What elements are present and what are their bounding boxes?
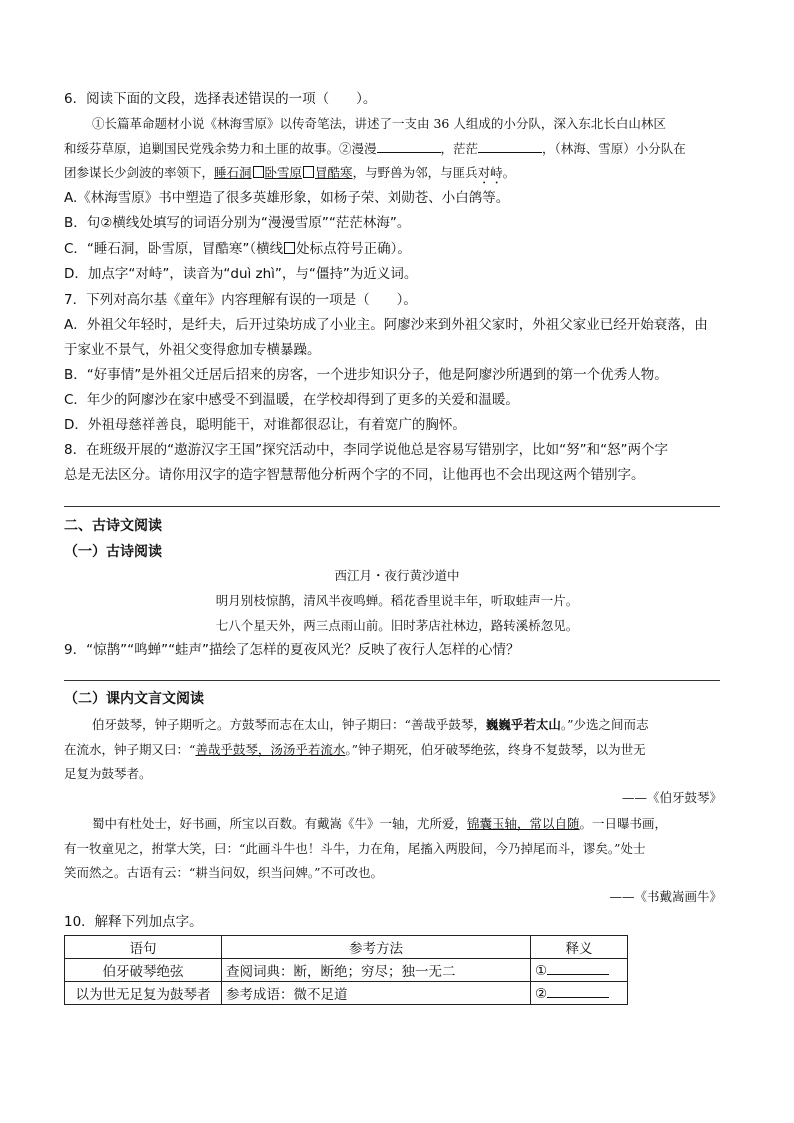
- q7-stem: 7．下列对高尔基《童年》内容理解有误的一项是（ ）。: [64, 292, 417, 308]
- method-cell: 查阅词典：断，断绝；穷尽；独一无二: [222, 959, 531, 982]
- text2-source: ——《书戴嵩画牛》: [609, 889, 722, 904]
- underlined-phrase: 睡石洞: [214, 165, 252, 180]
- sentence-cell: 以为世无足复为鼓琴者: [65, 982, 222, 1005]
- q9-stem: 9．“惊鹊”“鸣蝉”“蛙声”描绘了怎样的夏夜风光？反映了夜行人怎样的心情？: [64, 642, 520, 658]
- q6-option-a: A.《林海雪原》书中塑造了很多英雄形象，如杨子荣、刘勋苍、小白鸽等。: [64, 190, 510, 206]
- text2-l1-a: 蜀中有杜处士，好书画，所宝以百数。有戴嵩《牛》一轴，尤所爱，: [92, 816, 468, 831]
- q6-c-a: C．“睡石洞，卧雪原，冒酷寒”（横线: [64, 241, 284, 257]
- text1-source: ——《伯牙鼓琴》: [621, 790, 722, 805]
- answer-blank[interactable]: [377, 140, 441, 153]
- text1-l1-c: 。”少选之间而志: [560, 717, 649, 732]
- answer-cell[interactable]: [531, 982, 628, 1005]
- q6-passage-line-1: ①长篇革命题材小说《林海雪原》以传奇笔法，讲述了一支由 36 人组成的小分队，深入东北长白山林区: [92, 116, 666, 131]
- q7-option-d: D．外祖母慈祥善良，聪明能干，对谁都很忍让，有着宽广的胸怀。: [64, 417, 466, 433]
- q7-option-c: C．年少的阿廖沙在家中感受不到温暖，在学校却得到了更多的关爱和温暖。: [64, 392, 519, 408]
- q6-passage-line-3: [64, 164, 515, 187]
- text1-l2-a: 在流水，钟子期又曰：“: [64, 742, 196, 757]
- text1-l1-a: 伯牙鼓琴，钟子期听之。方鼓琴而志在太山，钟子期曰：“善哉乎鼓琴，: [92, 717, 486, 732]
- text1-l2-c: 。”钟子期死，伯牙破琴绝弦，终身不复鼓琴，以为世无: [345, 742, 646, 757]
- table-row: [65, 959, 628, 982]
- q6-option-d: D．加点字“对峙”，读音为“duì zhì”，与“僵持”为近义词。: [64, 266, 418, 282]
- q6-stem: 6．阅读下面的文段，选择表述错误的一项（ ）。: [64, 91, 377, 107]
- text2-line-2: 有一牧童见之，拊掌大笑，曰：“此画斗牛也！斗牛，力在角，尾搐入两股间，今乃掉尾而斗，谬矣。”处士: [64, 841, 646, 856]
- q6-p3-b: ，与野兽为邻，与匪兵: [352, 165, 478, 180]
- box-mark: [303, 166, 314, 178]
- poem-line-2: 七八个星天外，两三点雨山前。旧时茅店社林边，路转溪桥忽见。: [215, 618, 579, 633]
- answer-blank[interactable]: [547, 985, 609, 998]
- box-mark: [284, 242, 295, 254]
- underlined-phrase: 善哉乎鼓琴，汤汤乎若流水: [195, 742, 346, 757]
- bold-phrase: 巍巍乎若太山: [485, 717, 561, 732]
- text2-l1-c: 。一日曝书画，: [579, 816, 668, 831]
- q7-option-a-line-2: 于家业不景气，外祖父变得愈加专横暴躁。: [64, 342, 321, 358]
- q6-p2-end: ，（林海、雪原）小分队在: [542, 141, 686, 156]
- subsection-title-poem: （一）古诗阅读: [64, 544, 162, 560]
- underlined-phrase: 冒酷寒: [315, 165, 353, 180]
- table-header-cell: 参考方法: [222, 936, 531, 959]
- method-cell: 参考成语：微不足道: [222, 982, 531, 1005]
- q8-line-1: 8．在班级开展的“遨游汉字王国”探究活动中，李同学说他总是容易写错别字，比如“努”和“怒”两个字: [64, 442, 669, 458]
- q6-p2-start: 和绥芬草原，追剿国民党残余势力和土匪的故事。②漫漫: [64, 141, 377, 156]
- answer-line[interactable]: [64, 506, 720, 507]
- section-title: 二、古诗文阅读: [64, 518, 162, 534]
- table-header-cell: 释义: [531, 936, 628, 959]
- subsection-title-classical: （二）课内文言文阅读: [64, 691, 204, 707]
- q6-option-c: [64, 240, 411, 258]
- answer-blank[interactable]: [478, 140, 542, 153]
- q6-option-b: B．句②横线处填写的词语分别为“漫漫雪原”“茫茫林海”。: [64, 215, 411, 231]
- q6-c-b: 处标点符号正确）。: [296, 241, 411, 257]
- underlined-phrase: 锦囊玉轴，常以自随: [467, 816, 580, 831]
- q6-p3-c: 。: [502, 165, 516, 180]
- q10-table: [64, 935, 628, 1005]
- text1-line-3: 足复为鼓琴者。: [64, 766, 152, 781]
- q7-option-a-line-1: A．外祖父年轻时，是纤夫，后开过染坊成了小业主。阿廖沙来到外祖父家时，外祖父家业已经开始衰落，由: [64, 317, 708, 333]
- answer-number: ②: [535, 985, 548, 1002]
- table-row: [65, 982, 628, 1005]
- answer-cell[interactable]: [531, 959, 628, 982]
- q8-line-2: 总是无法区分。请你用汉字的造字智慧帮他分析两个字的不同，让他再也不会出现这两个错别字。: [64, 467, 645, 483]
- text2-line-3: 笑而然之。古语有云：“耕当问奴，织当问婢。”不可改也。: [64, 865, 384, 880]
- q6-passage-line-2: [64, 140, 686, 158]
- answer-line[interactable]: [64, 680, 720, 681]
- table-header-row: [65, 936, 628, 959]
- poem-line-1: 明月别枝惊鹊，清风半夜鸣蝉。稻花香里说丰年，听取蛙声一片。: [215, 593, 579, 608]
- q6-p3-a: 团参谋长少剑波的率领下，: [64, 165, 215, 180]
- q6-p2-mid: ，茫茫: [440, 141, 479, 156]
- text1-line-2: [64, 741, 646, 759]
- underlined-phrase: 卧雪原: [264, 165, 303, 180]
- answer-number: ①: [535, 962, 548, 979]
- q10-stem: 10．解释下列加点字。: [64, 914, 203, 930]
- answer-blank[interactable]: [547, 962, 609, 975]
- text1-line-1: [92, 716, 649, 734]
- poem-title: 西江月・夜行黄沙道中: [334, 568, 460, 583]
- q7-option-b: B．“好事情”是外祖父迁居后招来的房客，一个进步知识分子，他是阿廖沙所遇到的第一个优秀人物。: [64, 367, 668, 383]
- sentence-cell: 伯牙破琴绝弦: [65, 959, 222, 982]
- text2-line-1: [92, 815, 667, 833]
- dotted-word: 对峙: [477, 165, 503, 180]
- box-mark: [253, 166, 264, 178]
- table-header-cell: 语句: [65, 936, 222, 959]
